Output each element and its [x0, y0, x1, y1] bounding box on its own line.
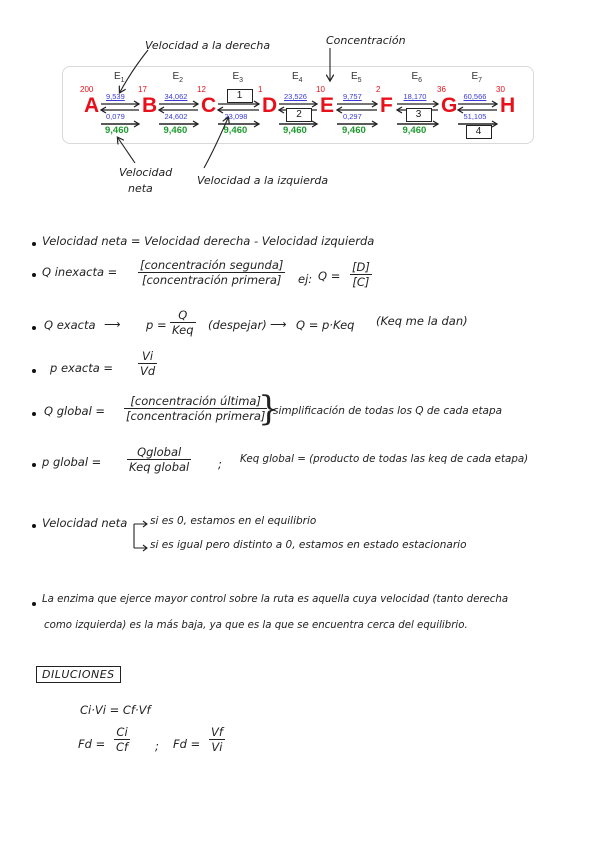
q-example-eq: Q = — [318, 269, 341, 283]
velocidad-neta-label: Velocidad neta — [42, 516, 128, 530]
enzyme-subscript: 1 — [120, 77, 125, 84]
metabolite-e: E — [320, 94, 335, 117]
q-inexacta-den: [concentración primera] — [142, 273, 282, 287]
q-example-label: ej: — [298, 272, 313, 286]
metabolite-h: H — [500, 94, 516, 117]
q-example-den: [C] — [352, 275, 370, 289]
p-exacta-label: p exacta = — [50, 361, 114, 375]
concentration-d: 1 — [258, 85, 263, 94]
enzyme-subscript: 7 — [478, 77, 483, 84]
enzyme-subscript: 4 — [298, 77, 303, 84]
forward-velocity-4: 23,526 — [284, 92, 307, 101]
fd2-num: Vf — [211, 725, 223, 739]
concentration-f: 2 — [376, 85, 381, 94]
q-exacta-arrow: ⟶ — [104, 317, 121, 331]
control-note-line2: como izquierda) es la más baja, ya que es la que se encuentra cerca del equilibrio. — [44, 620, 468, 631]
net-velocity-6: 9,460 — [402, 125, 427, 136]
net-velocity-3: 9,460 — [223, 125, 248, 136]
stage-box-1: 1 — [227, 89, 253, 103]
fd-label-2: Fd = — [173, 737, 201, 751]
concentration-h: 30 — [496, 85, 505, 94]
callout-velocidad-neta-line1: Velocidad — [119, 166, 173, 179]
enzyme-letter: E — [292, 71, 299, 82]
metabolite-f: F — [380, 94, 393, 117]
enzyme-subscript: 5 — [357, 77, 362, 84]
concentration-a: 200 — [80, 85, 94, 94]
p-global-sep: ; — [218, 457, 222, 471]
reverse-velocity-1: 0,079 — [106, 112, 125, 121]
q-exacta-den: Keq — [172, 323, 194, 337]
forward-velocity-6: 18,170 — [403, 92, 427, 101]
callout-velocidad-izquierda: Velocidad a la izquierda — [197, 174, 329, 187]
enzyme-letter: E — [411, 71, 419, 82]
q-example-num: [D] — [352, 260, 370, 274]
enzyme-letter: E — [351, 71, 358, 82]
q-global-den: [concentración primera] — [126, 409, 266, 423]
fd-sep: ; — [155, 739, 159, 753]
p-global-label: p global = — [42, 455, 102, 469]
q-exacta-num: Q — [170, 308, 196, 323]
dilution-equation: Ci·Vi = Cf·Vf — [80, 703, 151, 717]
q-global-label: Q global = — [44, 404, 106, 418]
velocidad-neta-cond2: si es igual pero distinto a 0, estamos en estado estacionario — [150, 539, 467, 551]
concentration-e: 10 — [316, 85, 325, 94]
stage-box-2: 2 — [286, 108, 312, 122]
metabolite-d: D — [262, 94, 278, 117]
net-velocity-2: 9,460 — [163, 125, 188, 136]
forward-velocity-7: 60,566 — [463, 92, 487, 101]
metabolite-b: B — [142, 94, 158, 117]
control-note-line1: La enzima que ejerce mayor control sobre la ruta es aquella cuya velocidad (tanto derecha — [42, 594, 509, 605]
enzyme-letter: E — [471, 71, 479, 82]
forward-velocity-2: 34,062 — [164, 92, 188, 101]
reverse-velocity-3: 23,098 — [224, 112, 248, 121]
net-velocity-1: 9,460 — [105, 125, 129, 136]
concentration-c: 12 — [197, 85, 206, 94]
p-exacta-num: Vi — [138, 349, 157, 364]
net-velocity-4: 9,460 — [283, 125, 307, 136]
q-exacta-despejar: (despejar) — [208, 318, 267, 332]
enzyme-letter: E — [114, 71, 121, 82]
forward-velocity-1: 9,539 — [106, 92, 125, 101]
fd-fraction-1 — [114, 725, 130, 754]
q-exacta-p: p = — [146, 318, 167, 332]
bullet-8 — [32, 602, 36, 606]
q-global-num: [concentración última] — [124, 394, 267, 409]
enzyme-subscript: 2 — [179, 77, 184, 84]
q-inexacta-num: [concentración segunda] — [140, 258, 284, 272]
reverse-velocity-5: 0,297 — [343, 112, 362, 121]
callout-velocidad-neta-line2: neta — [128, 182, 153, 195]
enzyme-letter: E — [232, 71, 240, 82]
q-exacta-arrow2: ⟶ — [270, 317, 287, 331]
net-velocity-5: 9,460 — [342, 125, 366, 136]
velocidad-neta-cond1: si es 0, estamos en el equilibrio — [150, 515, 317, 527]
q-global-note: simplificación de todas los Q de cada etapa — [273, 405, 503, 417]
q-exacta-eq: Q = p·Keq — [296, 318, 355, 332]
enzyme-subscript: 6 — [418, 77, 423, 84]
fd2-den: Vi — [211, 740, 223, 754]
p-global-den: Keq global — [129, 460, 190, 474]
q-exacta-keq-note: (Keq me la dan) — [376, 314, 468, 328]
reverse-velocity-7: 51,105 — [463, 112, 487, 121]
note-velocidad-neta: Velocidad neta = Velocidad derecha - Velocidad izquierda — [42, 234, 375, 248]
fd1-num: Ci — [114, 725, 130, 740]
stage-box-3: 3 — [406, 108, 432, 122]
metabolite-a: A — [84, 94, 100, 117]
forward-velocity-5: 9,757 — [343, 92, 362, 101]
fd1-den: Cf — [116, 740, 129, 754]
fd-fraction-2 — [209, 725, 225, 754]
keq-global-note: Keq global = (producto de todas las keq de cada etapa) — [240, 453, 529, 465]
p-exacta-den: Vd — [140, 364, 156, 378]
concentration-b: 17 — [138, 85, 147, 94]
concentration-g: 36 — [437, 85, 446, 94]
diluciones-title: DILUCIONES — [36, 666, 121, 683]
q-exacta-label: Q exacta — [44, 318, 96, 332]
fd-label-1: Fd = — [78, 737, 106, 751]
callout-concentracion: Concentración — [326, 34, 406, 47]
stage-box-4: 4 — [466, 125, 492, 139]
q-inexacta-label: Q inexacta = — [42, 265, 118, 279]
callout-velocidad-derecha: Velocidad a la derecha — [145, 39, 271, 52]
metabolite-c: C — [201, 94, 217, 117]
reverse-velocity-2: 24,602 — [164, 112, 188, 121]
p-global-num: Qglobal — [127, 445, 191, 460]
q-global-brace: } — [258, 389, 280, 429]
enzyme-letter: E — [172, 71, 180, 82]
metabolite-g: G — [441, 94, 458, 117]
enzyme-subscript: 3 — [239, 77, 244, 84]
